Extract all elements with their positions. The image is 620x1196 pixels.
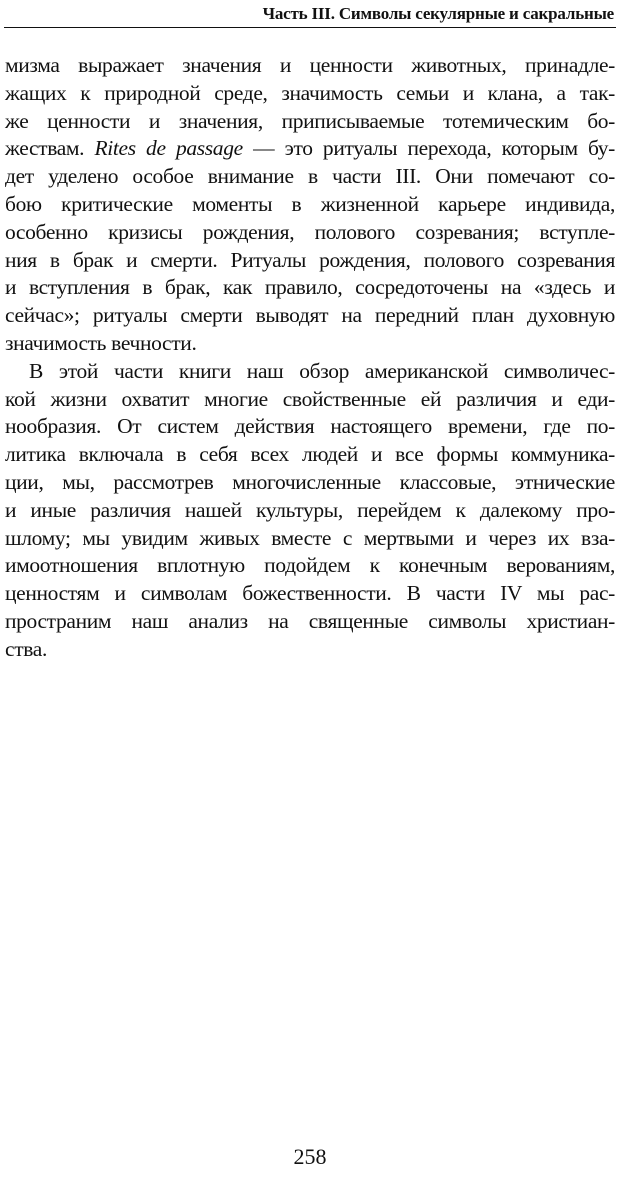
text-line: ции, мы, рассмотрев многочисленные классовые, этнические [5, 469, 615, 494]
text-line: дет уделено особое внимание в части III. Они помечают со- [5, 164, 615, 189]
text-line: пространим наш анализ на священные символы христиан- [5, 608, 615, 633]
text-line: и иные различия нашей культуры, перейдем к далекому про- [5, 497, 615, 522]
text-line: литика включала в себя всех людей и все формы коммуника- [5, 442, 615, 467]
text-line: ния в брак и смерти. Ритуалы рождения, полового созревания [5, 247, 615, 272]
paragraph [5, 358, 615, 664]
text-line: кой жизни охватит многие свойственные ей различия и еди- [5, 386, 615, 411]
text-line: бою критические моменты в жизненной карьере индивида, [5, 191, 615, 216]
text-line: ства. [5, 636, 47, 661]
text-line: ценностям и символам божественности. В части IV мы рас- [5, 581, 615, 606]
text-line: мизма выражает значения и ценности животных, принадле- [5, 53, 615, 77]
text-line: особенно кризисы рождения, полового созревания; вступле- [5, 219, 615, 244]
header-rule [4, 27, 616, 28]
text-line: шлому; мы увидим живых вместе с мертвыми и через их вза- [5, 525, 615, 550]
body-text [5, 52, 615, 664]
text-line: же ценности и значения, приписываемые тотемическим бо- [5, 108, 615, 133]
italic-term: Rites de passage [94, 136, 243, 161]
text-line: жащих к природной среде, значимость семьи и клана, а так- [5, 80, 615, 105]
text-line: сейчас»; ритуалы смерти выводят на передний план духовную [5, 303, 615, 328]
text-line: нообразия. От систем действия настоящего времени, где по- [5, 414, 615, 439]
text-line: и вступления в брак, как правило, сосредоточены на «здесь и [5, 275, 615, 300]
paragraph [5, 52, 615, 358]
text-line: значимость вечности. [5, 330, 197, 355]
text-line: имоотношения вплотную подойдем к конечным верованиям, [5, 553, 615, 578]
running-header: Часть III. Символы секулярные и сакральные [262, 4, 614, 23]
text-line: жествам. Rites de passage — это ритуалы перехода, которым бу- [5, 136, 615, 161]
text-line: В этой части книги наш обзор американской символичес- [29, 358, 615, 383]
page-number: 258 [293, 1144, 327, 1169]
